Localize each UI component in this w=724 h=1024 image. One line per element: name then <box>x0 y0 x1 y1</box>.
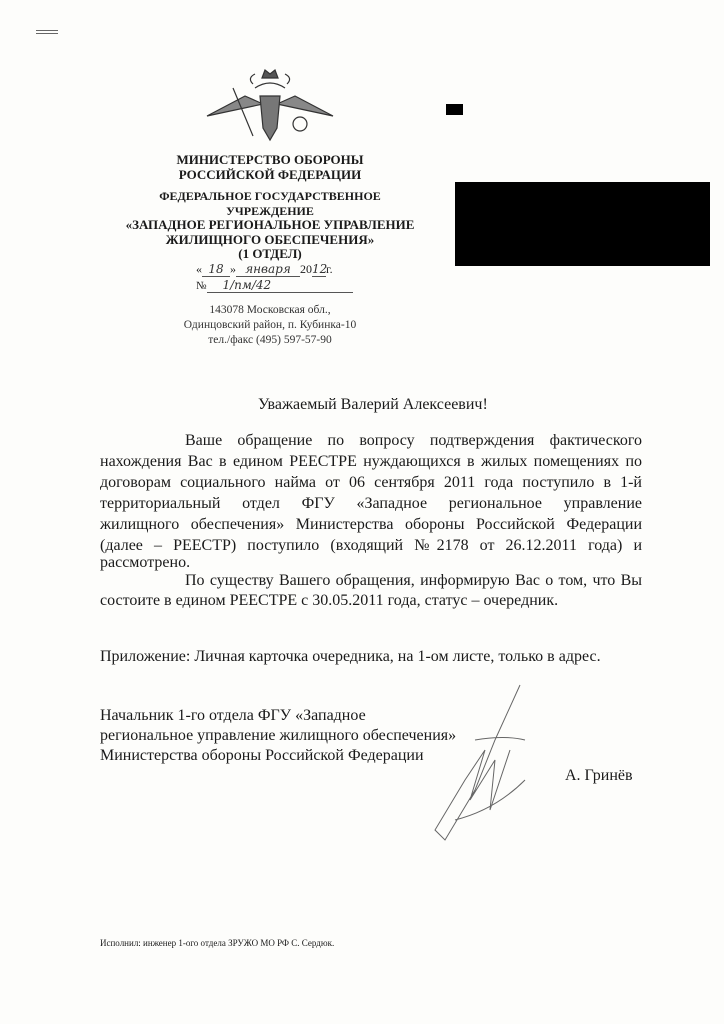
address-line: Одинцовский район, п. Кубинка-10 <box>183 319 357 331</box>
date-quote: « <box>196 262 202 276</box>
greeting: Уважаемый Валерий Алексеевич! <box>258 396 488 413</box>
paragraph-line: состоите в едином РЕЕСТРЕ с 30.05.2011 года, статус – очередник. <box>100 592 559 609</box>
institution-line: ЖИЛИЩНОГО ОБЕСПЕЧЕНИЯ» <box>165 231 375 247</box>
sender-address <box>110 303 430 348</box>
paragraph-line: территориальный отдел ФГУ «Западное региональное управление <box>100 495 642 512</box>
institution-line: УЧРЕЖДЕНИЕ <box>226 203 314 218</box>
paragraph-line: рассмотрено. <box>100 554 191 571</box>
redaction-recipient-block <box>455 182 710 266</box>
paragraph-line: (далее – РЕЕСТР) поступило (входящий №2178 от 26.12.2011 года) и <box>100 537 642 554</box>
corner-mark <box>36 30 58 34</box>
ministry-heading <box>110 152 430 182</box>
signatory-title-line: региональное управление жилищного обеспечения» <box>100 727 457 744</box>
signatory-title-line: Начальник 1-го отдела ФГУ «Западное <box>100 707 366 724</box>
number-value: 1/пм/42 <box>207 278 353 293</box>
ministry-line: МИНИСТЕРСТВО ОБОРОНЫ <box>176 152 364 167</box>
institution-line: «ЗАПАДНОЕ РЕГИОНАЛЬНОЕ УПРАВЛЕНИЕ <box>125 217 415 232</box>
date-suffix: г. <box>326 262 333 276</box>
paragraph-line: Ваше обращение по вопросу подтверждения фактического <box>185 432 642 449</box>
paragraph-line: жилищного обеспечения» Министерства обороны Российской Федерации <box>100 516 642 533</box>
address-line: тел./факс (495) 597-57-90 <box>208 334 332 346</box>
handwritten-signature <box>415 680 535 850</box>
signatory-title-line: Министерства обороны Российской Федерации <box>100 747 424 764</box>
paragraph-line: нахождения Вас в едином РЕЕСТРЕ нуждающихся в жилых помещениях по <box>100 453 642 470</box>
paragraph-line: договорам социального найма от 06 сентября 2011 года поступило в 1-й <box>100 474 642 491</box>
date-year-prefix: 20 <box>300 262 312 276</box>
address-line: 143078 Московская обл., <box>209 304 331 316</box>
date-year: 12 <box>312 262 328 276</box>
emblem-eagle-icon <box>205 66 335 142</box>
institution-heading <box>110 189 430 262</box>
signatory-name: А. Гринёв <box>565 767 633 784</box>
institution-line: (1 ОТДЕЛ) <box>238 246 302 261</box>
attachment-note: Приложение: Личная карточка очередника, на 1-ом листе, только в адрес. <box>100 648 601 665</box>
paragraph-line: По существу Вашего обращения, информирую Вас о том, что Вы <box>185 572 642 589</box>
date-quote: » <box>230 262 236 276</box>
date-day: 18 <box>202 262 230 277</box>
letter-number <box>196 278 353 293</box>
number-label: № <box>196 280 207 292</box>
letter-date <box>196 262 333 277</box>
date-month: января <box>236 262 300 277</box>
institution-line: ФЕДЕРАЛЬНОЕ ГОСУДАРСТВЕННОЕ <box>159 189 381 203</box>
executor-note: Исполнил: инженер 1-ого отдела ЗРУЖО МО РФ С. Сердюк. <box>100 938 335 948</box>
ministry-line: РОССИЙСКОЙ ФЕДЕРАЦИИ <box>178 167 362 182</box>
redaction-mark <box>446 104 463 115</box>
